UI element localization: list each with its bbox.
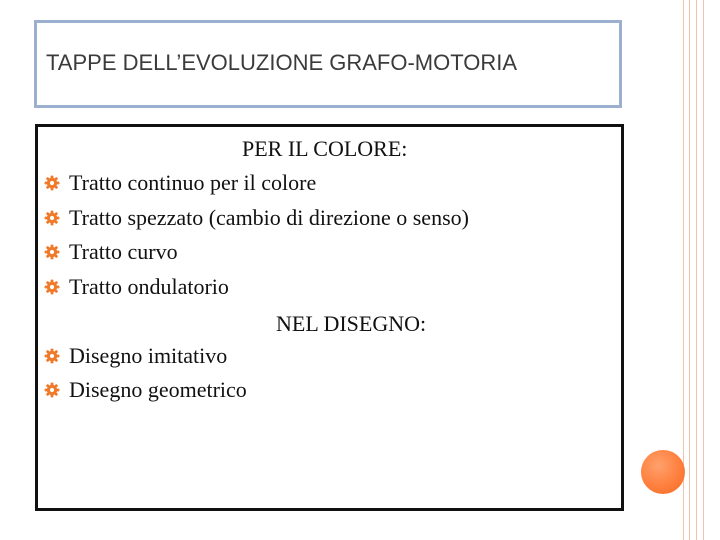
list-item-label: Tratto curvo — [69, 239, 178, 264]
list-item-label: Tratto ondulatorio — [69, 274, 229, 299]
section-heading-disegno: NEL DISEGNO: — [276, 311, 427, 336]
decorative-orange-circle — [641, 450, 685, 494]
list-item-label: Tratto continuo per il colore — [69, 170, 317, 195]
list-item-label: Tratto spezzato (cambio di direzione o senso) — [69, 205, 469, 230]
list-item-label: Disegno geometrico — [69, 377, 247, 402]
decorative-line — [683, 0, 684, 540]
decorative-line — [689, 0, 690, 540]
gear-icon — [44, 244, 60, 260]
list-item-label: Disegno imitativo — [69, 343, 228, 368]
slide-content-box — [35, 124, 624, 511]
slide-title: TAPPE DELL’EVOLUZIONE GRAFO-MOTORIA — [46, 50, 518, 75]
list-item — [44, 205, 469, 231]
gear-icon — [44, 382, 60, 398]
list-item — [44, 274, 229, 300]
list-item — [44, 343, 227, 369]
decorative-line — [703, 0, 704, 540]
gear-icon — [44, 210, 60, 226]
gear-icon — [44, 279, 60, 295]
list-item — [44, 239, 178, 265]
list-item — [44, 377, 247, 403]
decorative-line — [696, 0, 697, 540]
list-item — [44, 170, 316, 196]
section-heading-colore: PER IL COLORE: — [242, 136, 408, 161]
gear-icon — [44, 348, 60, 364]
gear-icon — [44, 175, 60, 191]
slide-title-box — [34, 20, 622, 108]
